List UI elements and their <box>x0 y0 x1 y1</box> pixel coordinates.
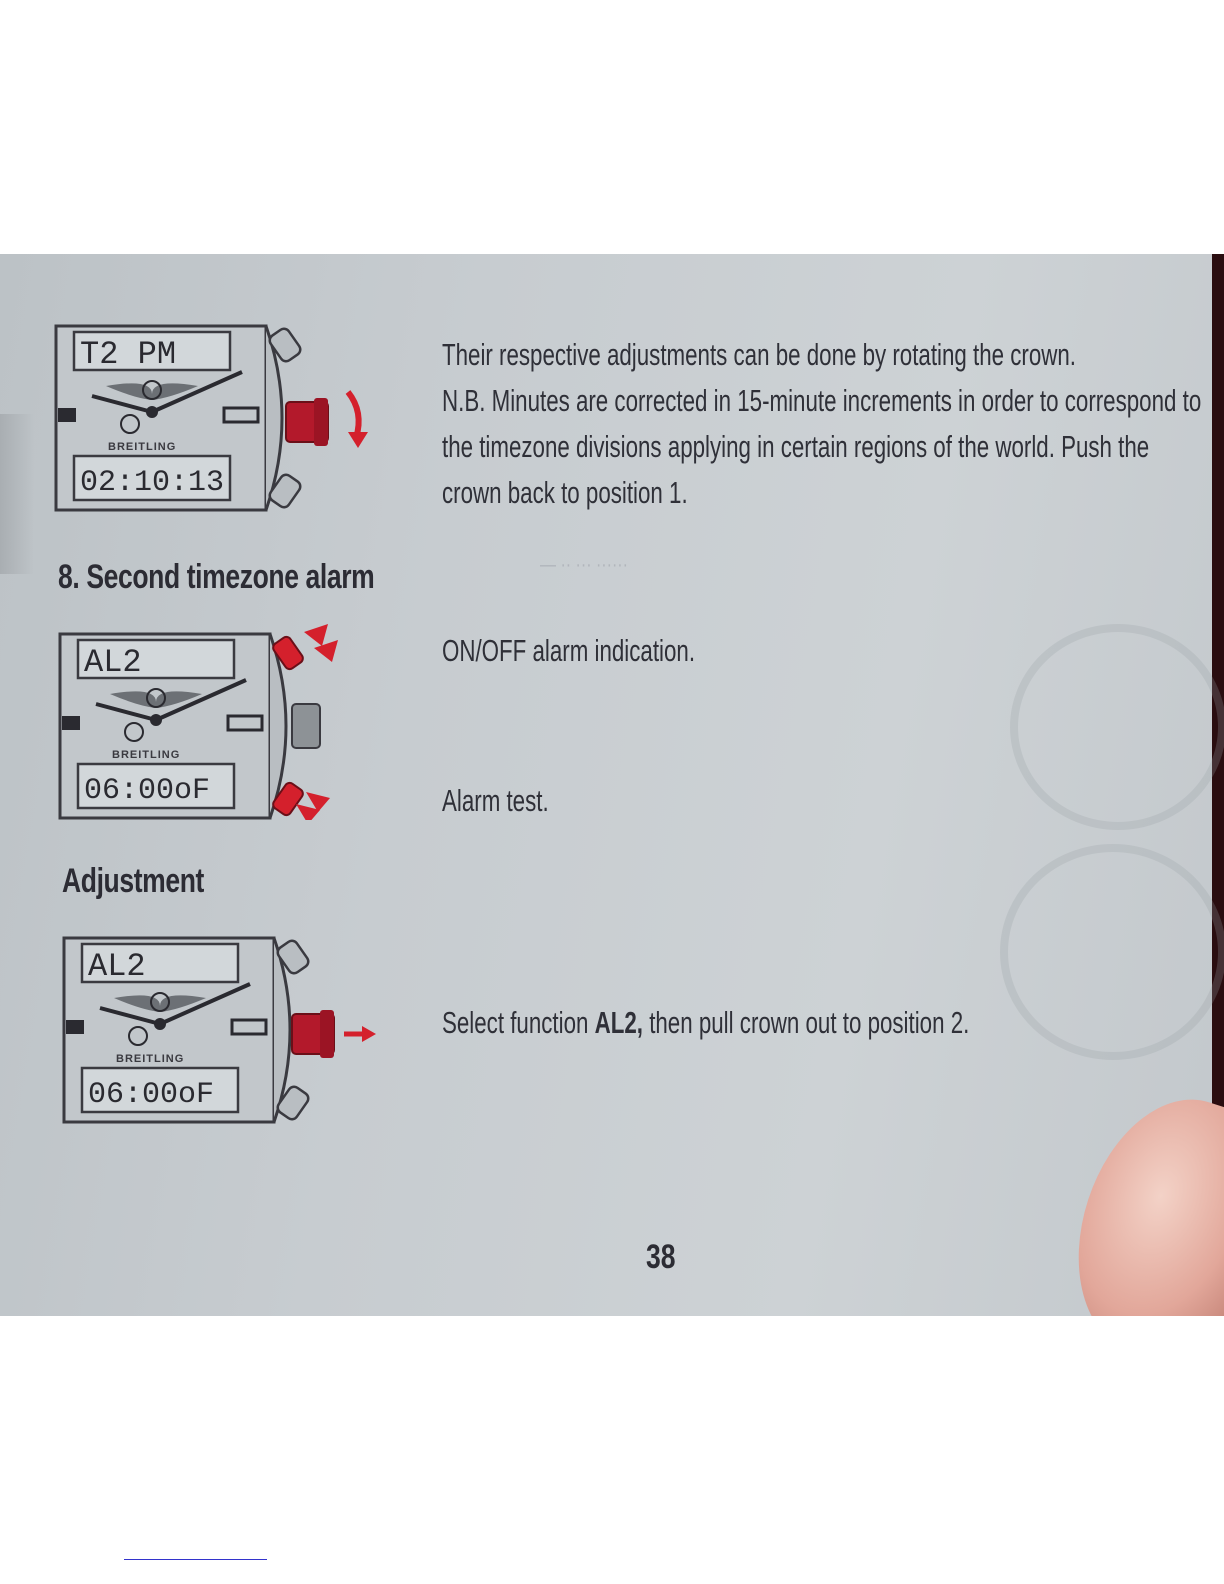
nine-marker <box>62 716 80 730</box>
nine-marker <box>58 408 76 422</box>
page-shadow <box>0 414 34 574</box>
hand-pivot <box>146 406 158 418</box>
manual-page <box>0 254 1212 1316</box>
brand-text: BREITLING <box>108 441 177 453</box>
rotate-arrow-icon <box>348 392 359 438</box>
paragraph-line: N.B. Minutes are corrected in 15-minute increments in order to correspond to <box>442 383 1202 418</box>
watch-diagram-alarm-buttons <box>56 624 376 820</box>
bottom-display-text: 06:00oF <box>88 1078 215 1112</box>
paragraph-line: Their respective adjustments can be done by rotating the crown. <box>442 337 1076 372</box>
top-button-press-arrow-icon <box>304 624 328 646</box>
top-button-press-arrow-icon <box>314 640 338 662</box>
paragraph-line: the timezone divisions applying in certain regions of the world. Push the <box>442 429 1150 464</box>
top-display-text: T2 PM <box>80 336 177 373</box>
hand-pivot <box>154 1018 166 1030</box>
hand-pivot <box>150 714 162 726</box>
pull-arrowhead-icon <box>362 1026 376 1042</box>
adjustment-paragraph <box>442 332 1205 516</box>
section-heading-adjustment: Adjustment <box>62 862 204 900</box>
adjustment-instruction <box>442 1000 969 1046</box>
bottom-display-text: 02:10:13 <box>80 466 225 500</box>
bottom-display-text: 06:00oF <box>84 774 211 808</box>
section-heading-second-timezone-alarm: 8. Second timezone alarm <box>58 558 375 596</box>
rotate-arrowhead-icon <box>348 432 368 448</box>
paragraph-line: crown back to position 1. <box>442 475 688 510</box>
watch-diagram-crown-pull <box>60 930 380 1126</box>
photo-of-manual-page <box>0 254 1224 1316</box>
watch-diagram-crown-rotate <box>52 320 372 516</box>
crown <box>292 1010 334 1058</box>
top-display-text: AL2 <box>84 644 142 681</box>
bleed-through-watch <box>1000 844 1224 1060</box>
footer-rule <box>124 1559 267 1560</box>
function-name: AL2, <box>594 1005 643 1040</box>
bleed-through-text: — ·· ··· ······ <box>540 554 628 576</box>
brand-text: BREITLING <box>112 749 181 761</box>
nine-marker <box>66 1020 84 1034</box>
top-display-text: AL2 <box>88 948 146 985</box>
page-number: 38 <box>646 1238 676 1276</box>
alarm-test-caption: Alarm test. <box>442 783 549 818</box>
brand-text: BREITLING <box>116 1053 185 1065</box>
onoff-caption: ON/OFF alarm indication. <box>442 633 696 668</box>
crown <box>286 398 328 446</box>
instruction-text: then pull crown out to position 2. <box>642 1005 970 1040</box>
bleed-through-watch <box>1010 624 1224 830</box>
instruction-text: Select function <box>442 1005 595 1040</box>
